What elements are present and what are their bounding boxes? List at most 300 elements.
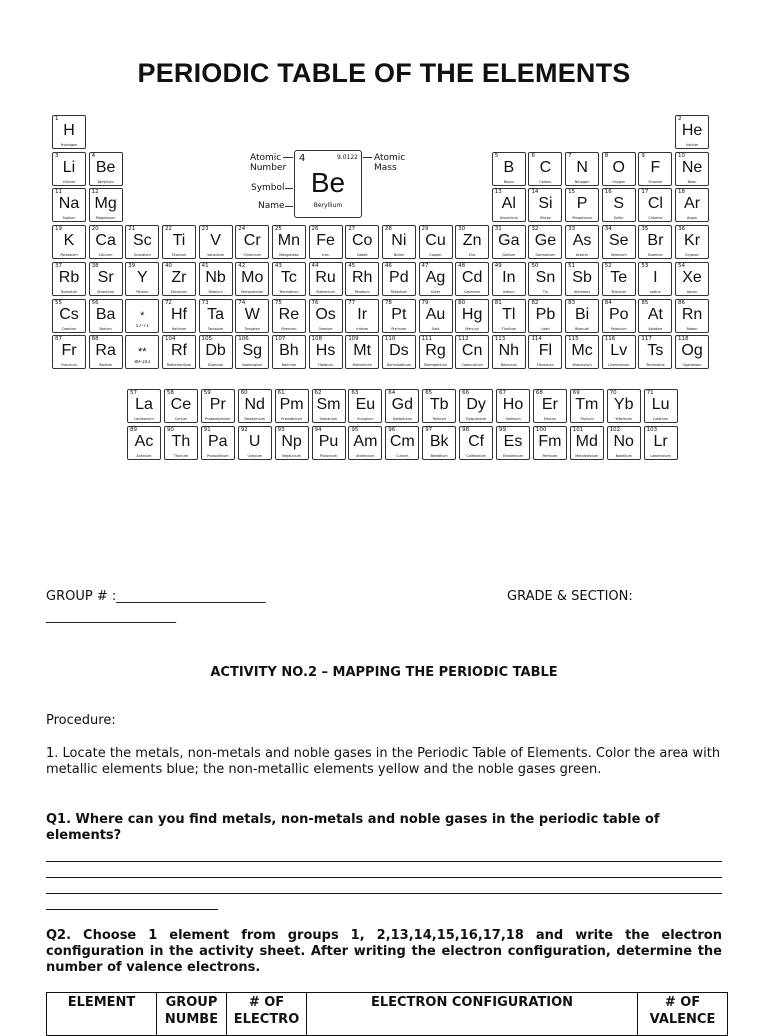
key-pointer-mass	[363, 157, 372, 158]
element-name: Tantalum	[207, 326, 224, 331]
element-name: Bismuth	[575, 326, 590, 331]
element-name: Meitnerium	[352, 363, 372, 368]
element-cell	[675, 152, 709, 186]
answer-line	[46, 878, 722, 894]
element-symbol: Br	[647, 232, 664, 250]
element-symbol: Cd	[461, 268, 483, 286]
answer-line	[46, 862, 722, 878]
element-cell	[528, 299, 562, 333]
element-number: 67	[499, 390, 506, 396]
element-cell	[565, 225, 599, 259]
element-symbol: Rn	[681, 305, 703, 323]
element-name: Lawrencium	[650, 453, 671, 458]
element-name: Zinc	[468, 253, 476, 258]
element-number: 2	[678, 116, 682, 122]
element-symbol: Ga	[498, 232, 520, 250]
element-symbol: Fl	[538, 342, 553, 360]
element-number: 9	[641, 152, 645, 159]
element-cell	[199, 335, 233, 369]
element-cell	[272, 335, 306, 369]
element-symbol: Rf	[170, 342, 187, 360]
element-symbol: U	[248, 432, 261, 450]
element-name: Rubidium	[61, 289, 77, 294]
element-number: 57	[130, 390, 137, 396]
element-number: 53	[641, 262, 649, 269]
element-cell	[162, 225, 196, 259]
element-name: Nobelium	[615, 453, 632, 458]
element-name: Molybdenum	[241, 289, 264, 294]
element-cell	[238, 389, 272, 423]
element-symbol: Np	[281, 432, 302, 450]
element-number: 27	[348, 226, 356, 233]
element-cell	[309, 335, 343, 369]
element-name: Iridium	[356, 326, 369, 331]
element-symbol: Rh	[351, 268, 373, 286]
element-number: 66	[462, 390, 470, 396]
element-cell	[52, 152, 86, 186]
element-number: 112	[458, 336, 469, 343]
element-number: 26	[311, 226, 319, 233]
element-name: Neodymium	[244, 417, 265, 421]
element-name: Thulium	[579, 417, 594, 421]
element-name: Gallium	[502, 253, 516, 258]
element-name: Einsteinium	[503, 453, 523, 458]
element-cell	[275, 389, 309, 423]
element-cell	[492, 262, 526, 296]
element-cell	[602, 262, 636, 296]
element-name: Copper	[429, 253, 442, 258]
element-symbol: Ti	[172, 232, 186, 250]
question-1: Q1. Where can you find metals, non-metals and noble gases in the periodic table of elements?	[46, 812, 660, 843]
element-symbol: Ni	[391, 232, 407, 250]
element-name: Yttrium	[136, 289, 149, 294]
element-number: 24	[238, 226, 246, 233]
element-name: Thallium	[501, 326, 517, 331]
element-name: Fermium	[542, 453, 558, 458]
element-name: Cadmium	[463, 289, 481, 294]
element-number: 90	[166, 426, 174, 433]
element-name: Plutonium	[319, 453, 338, 458]
element-number: 108	[311, 336, 323, 343]
element-symbol: Cm	[389, 432, 415, 450]
element-symbol: Te	[610, 268, 628, 286]
element-number: 84	[604, 299, 612, 306]
element-symbol: Mn	[277, 232, 300, 250]
element-number: 89	[130, 426, 137, 433]
element-cell	[162, 335, 196, 369]
element-name: Europium	[357, 417, 374, 421]
element-name: Boron	[503, 179, 514, 184]
element-number: 21	[128, 226, 136, 233]
key-atomic-mass: 9.0122	[337, 154, 358, 161]
element-symbol: Cs	[59, 305, 79, 323]
element-number: 28	[384, 226, 392, 233]
element-cell	[528, 188, 562, 222]
element-cell	[675, 262, 709, 296]
element-number: 62	[314, 390, 322, 396]
element-cell	[382, 299, 416, 333]
element-name: Helium	[686, 143, 699, 147]
element-cell	[528, 335, 562, 369]
element-cell	[455, 262, 489, 296]
element-name: Iodine	[650, 289, 661, 294]
element-number: 52	[604, 262, 612, 269]
element-cell	[570, 426, 604, 460]
element-cell	[52, 262, 86, 296]
element-number: 74	[238, 299, 246, 306]
element-symbol: Tm	[575, 396, 599, 413]
element-symbol: Ag	[425, 268, 446, 286]
element-symbol: C	[539, 158, 552, 176]
element-name: Niobium	[208, 289, 223, 294]
element-cell	[496, 426, 530, 460]
element-number: 50	[531, 262, 539, 269]
element-symbol: Lu	[651, 396, 670, 413]
element-symbol: Li	[62, 158, 76, 176]
element-name: Americium	[356, 453, 375, 458]
element-name: Palladium	[390, 289, 408, 294]
element-cell	[602, 335, 636, 369]
element-number: 115	[568, 336, 579, 343]
element-number: 60	[240, 390, 248, 396]
element-name: Livermorium	[608, 363, 630, 368]
element-name: Silver	[430, 289, 441, 294]
element-number: 35	[641, 226, 649, 233]
element-number: 29	[421, 226, 429, 233]
element-cell	[492, 335, 526, 369]
element-name: Seaborgium	[242, 363, 263, 368]
element-number: 37	[55, 262, 62, 269]
element-cell	[602, 152, 636, 186]
element-number: 59	[203, 390, 211, 396]
element-cell	[607, 389, 641, 423]
element-name: Dubnium	[207, 363, 224, 368]
element-symbol: Pr	[209, 396, 226, 413]
element-symbol: No	[613, 432, 634, 450]
element-number: 118	[678, 336, 689, 343]
key-label-name: Name	[258, 201, 285, 211]
element-number: 17	[641, 189, 649, 196]
element-number: 43	[274, 262, 282, 269]
element-cell	[528, 152, 562, 186]
element-cell	[125, 262, 159, 296]
element-name: Cerium	[174, 417, 188, 421]
element-cell	[638, 188, 672, 222]
element-name: Bromine	[648, 253, 663, 258]
element-number: 38	[91, 262, 99, 269]
element-name: Hydrogen	[60, 143, 78, 147]
key-label-atomic-mass: Atomic Mass	[374, 153, 406, 173]
element-name: Caesium	[61, 326, 77, 331]
element-name: Platinum	[391, 326, 407, 331]
element-cell	[602, 188, 636, 222]
element-cell	[638, 225, 672, 259]
element-number: 100	[535, 426, 547, 433]
element-symbol: Pa	[208, 432, 228, 450]
element-symbol: Tc	[280, 268, 297, 286]
element-symbol: Rb	[58, 268, 80, 286]
element-cell	[528, 262, 562, 296]
element-symbol: Sg	[242, 342, 263, 360]
element-cell	[52, 225, 86, 259]
element-symbol: Ce	[170, 396, 192, 413]
grade-section-line: ____________________	[46, 609, 176, 624]
element-cell	[52, 299, 86, 333]
element-name: Ruthenium	[316, 289, 335, 294]
element-name: Promethium	[281, 417, 302, 421]
element-symbol: Ds	[389, 342, 409, 360]
element-cell	[272, 262, 306, 296]
element-name: Mercury	[465, 326, 480, 331]
element-symbol: Cu	[425, 232, 446, 250]
element-symbol: *	[140, 309, 145, 322]
element-cell	[638, 335, 672, 369]
element-number: 75	[274, 299, 282, 306]
element-symbol: In	[502, 268, 516, 286]
element-name: Protactinium	[207, 453, 229, 458]
element-number: 36	[678, 226, 686, 233]
element-cell	[272, 225, 306, 259]
element-name: Sodium	[62, 216, 76, 221]
element-number: 91	[203, 426, 211, 433]
element-cell	[422, 426, 456, 460]
question-2: Q2. Choose 1 element from groups 1, 2,13,14,15,16,17,18 and write the electron configuration in the activity sheet. After writing the electron configuration, determine the number of valence electrons.	[46, 928, 722, 975]
element-name: Chlorine	[648, 216, 663, 221]
element-number: 12	[91, 189, 99, 196]
element-number: 20	[91, 226, 99, 233]
element-symbol: Yb	[613, 396, 634, 413]
element-symbol: Hf	[170, 305, 187, 323]
element-name: Tellurium	[611, 289, 627, 294]
element-name: Moscovium	[572, 363, 592, 368]
element-symbol: Ar	[684, 195, 701, 213]
element-symbol: Fr	[61, 342, 77, 360]
element-cell	[345, 262, 379, 296]
element-symbol: Al	[501, 195, 516, 213]
table-header-cell: ELEMENT	[47, 993, 157, 1036]
key-symbol: Be	[310, 167, 346, 198]
element-name: Oxygen	[612, 179, 626, 184]
key-pointer-symbol	[285, 188, 293, 189]
element-number: 105	[201, 336, 213, 343]
element-cell	[455, 299, 489, 333]
table-header-cell: ELECTRON CONFIGURATION	[307, 993, 638, 1036]
element-number: 51	[568, 262, 576, 269]
element-number: 1	[55, 116, 59, 122]
element-number: 58	[166, 390, 174, 396]
element-name: Calcium	[98, 253, 113, 258]
element-name: Technetium	[279, 289, 299, 294]
element-name: Antimony	[573, 289, 591, 294]
element-symbol: Hs	[315, 342, 336, 360]
element-name: Lanthanum	[134, 417, 154, 421]
element-name: Oganesson	[682, 363, 702, 368]
element-symbol: La	[135, 396, 153, 413]
element-name: Iron	[322, 253, 329, 258]
element-symbol: Re	[278, 305, 300, 323]
element-symbol: At	[647, 305, 663, 323]
element-number: 6	[531, 152, 535, 159]
element-name: Californium	[466, 453, 486, 458]
element-name: Selenium	[610, 253, 627, 258]
element-number: 109	[348, 336, 359, 343]
element-number: 82	[531, 299, 539, 306]
element-number: 111	[421, 336, 432, 343]
element-number: 65	[425, 390, 433, 396]
element-number: 55	[55, 299, 62, 306]
element-name: Rhodium	[354, 289, 370, 294]
element-number: 93	[277, 426, 285, 433]
element-name: Neon	[687, 179, 697, 184]
element-number: 8	[604, 152, 609, 159]
element-number: 47	[421, 262, 429, 269]
element-name: Carbon	[539, 179, 552, 184]
element-name: Sulfur	[613, 216, 624, 221]
element-number: 69	[572, 390, 580, 396]
element-number: 104	[164, 336, 176, 343]
element-name: Fluorine	[648, 179, 663, 184]
element-symbol: Fe	[316, 232, 335, 250]
element-name: Tungsten	[244, 326, 260, 331]
element-symbol: Co	[351, 232, 373, 250]
element-number: 103	[646, 426, 658, 433]
element-cell	[385, 426, 419, 460]
element-number: 61	[277, 390, 285, 396]
element-cell	[602, 299, 636, 333]
element-name: Tin	[542, 289, 548, 294]
element-symbol: V	[210, 232, 221, 250]
element-cell	[638, 262, 672, 296]
element-number: 94	[314, 426, 322, 433]
element-symbol: Mo	[241, 268, 264, 286]
periodic-table	[0, 0, 768, 470]
element-cell	[235, 262, 269, 296]
element-name: Nickel	[393, 253, 404, 258]
element-symbol: Zn	[462, 232, 482, 250]
element-symbol: Tb	[429, 396, 449, 413]
element-name: Thorium	[173, 453, 188, 458]
element-cell	[89, 152, 123, 186]
element-number: 81	[494, 299, 502, 306]
element-number: 39	[128, 262, 136, 269]
element-number: 33	[568, 226, 576, 233]
element-symbol: Eu	[355, 396, 376, 413]
element-name: Xenon	[686, 289, 698, 294]
element-number: 41	[201, 262, 209, 269]
element-number: 14	[531, 189, 539, 196]
element-name: Vanadium	[207, 253, 225, 258]
element-cell	[492, 299, 526, 333]
element-cell	[602, 225, 636, 259]
element-cell	[492, 152, 526, 186]
element-symbol: Pm	[279, 396, 304, 413]
element-symbol: Pd	[389, 268, 409, 286]
element-cell	[459, 389, 493, 423]
element-number: 56	[91, 299, 99, 306]
element-name: Samarium	[319, 417, 338, 421]
element-cell	[675, 225, 709, 259]
element-cell	[492, 225, 526, 259]
element-name: Roentgenium	[424, 363, 447, 368]
element-cell	[638, 152, 672, 186]
element-symbol: Sr	[97, 268, 114, 286]
element-number: 46	[384, 262, 392, 269]
element-name: Germanium	[535, 253, 556, 258]
element-name: Zirconium	[170, 289, 188, 294]
element-cell	[309, 262, 343, 296]
element-cell	[164, 389, 198, 423]
element-cell	[235, 335, 269, 369]
element-name: Indium	[502, 289, 515, 294]
element-number: 16	[604, 189, 612, 196]
grade-section-label: GRADE & SECTION:	[507, 589, 633, 604]
element-cell	[199, 262, 233, 296]
element-name: Copernicium	[461, 363, 483, 368]
element-cell	[422, 389, 456, 423]
element-cell	[675, 188, 709, 222]
element-cell	[492, 188, 526, 222]
element-cell	[52, 115, 86, 149]
element-symbol: Es	[503, 432, 523, 450]
element-name: Rhenium	[281, 326, 297, 331]
element-name: Gadolinium	[392, 417, 412, 421]
element-symbol: Mt	[353, 342, 372, 360]
element-cell	[345, 225, 379, 259]
element-number: 32	[531, 226, 539, 233]
element-number: 25	[274, 226, 282, 233]
answer-line	[46, 846, 722, 862]
procedure-label: Procedure:	[46, 713, 116, 728]
element-name: Curium	[396, 453, 409, 458]
element-cell	[201, 389, 235, 423]
group-field: GROUP # :_______________________	[46, 589, 266, 604]
element-number: 63	[351, 390, 359, 396]
element-number: 49	[494, 262, 502, 269]
element-symbol: Cr	[243, 232, 261, 250]
element-cell	[312, 426, 346, 460]
element-cell	[275, 426, 309, 460]
element-name: Barium	[99, 326, 112, 331]
key-label-atomic-number: Atomic Number	[250, 153, 287, 173]
element-cell	[644, 426, 678, 460]
element-number: 106	[238, 336, 249, 343]
element-number: 68	[535, 390, 543, 396]
element-name: Phosphorus	[572, 216, 592, 221]
activity-title: ACTIVITY NO.2 – MAPPING THE PERIODIC TABLE	[210, 665, 558, 680]
key-pointer-number	[283, 157, 293, 158]
element-cell	[235, 225, 269, 259]
element-name: Terbium	[432, 417, 446, 421]
table-header-cell: # OF ELECTRO	[227, 993, 307, 1036]
element-key	[294, 150, 362, 218]
element-cell	[52, 335, 86, 369]
element-symbol: Cl	[647, 195, 663, 213]
element-symbol: Ir	[357, 305, 368, 323]
element-number: 54	[678, 262, 686, 269]
key-atomic-number: 4	[299, 153, 306, 164]
element-symbol: Ge	[534, 232, 557, 250]
element-name: 89-103	[134, 360, 151, 366]
element-name: Francium	[61, 363, 77, 368]
element-number: 3	[55, 152, 59, 159]
element-cell	[164, 426, 198, 460]
element-cell	[125, 225, 159, 259]
element-number: 22	[164, 226, 172, 233]
activity-table	[46, 992, 728, 1036]
element-cell	[533, 389, 567, 423]
element-name: Argon	[687, 216, 698, 221]
element-symbol: Ne	[681, 158, 703, 176]
